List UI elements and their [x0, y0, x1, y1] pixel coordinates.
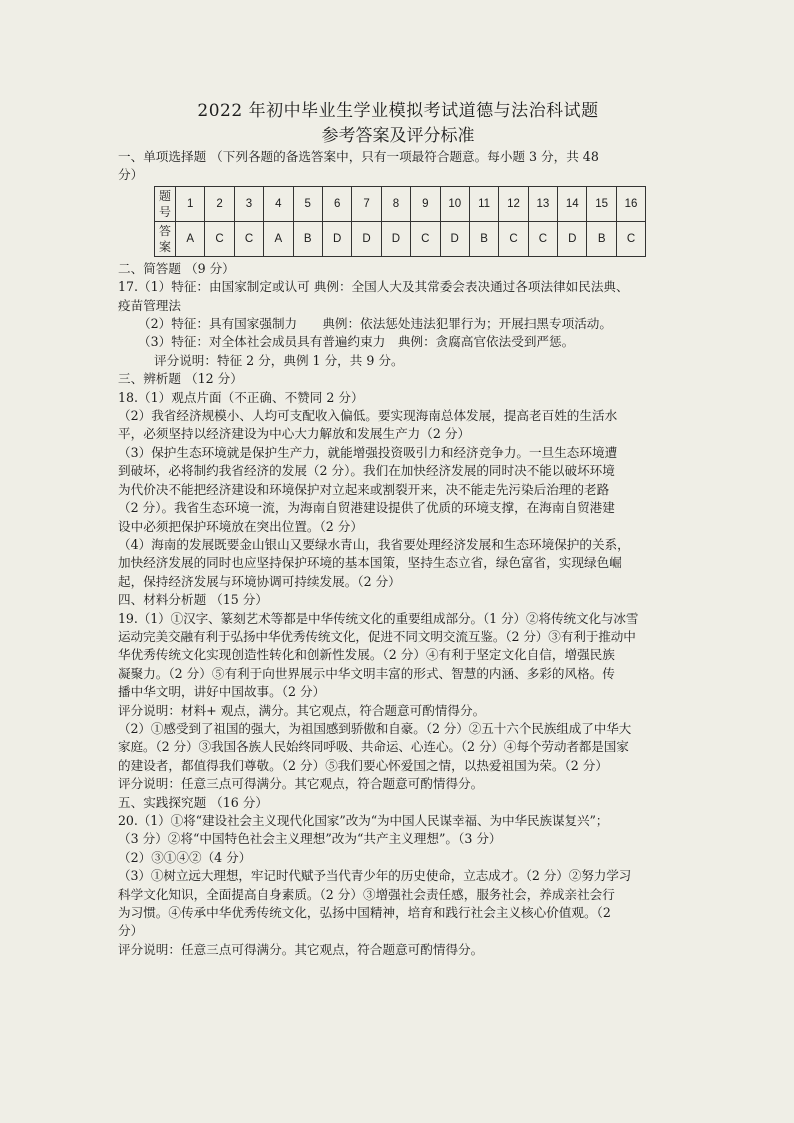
- section2-heading: 二、简答题 （9 分）: [118, 260, 235, 276]
- section3-heading: 三、辨析题 （12 分）: [118, 371, 243, 387]
- q19-line: 的建设者，都值得我们尊敬。（2 分）⑤我们要心怀爱国之情，以热爱祖国为荣。（2 分）: [118, 757, 608, 773]
- question-number-cell: 14: [558, 186, 587, 221]
- page-title: 2022 年初中毕业生学业模拟考试道德与法治科试题: [197, 101, 599, 121]
- q19-line: （2）①感受到了祖国的强大，为祖国感到骄傲和自豪。（2 分）②五十六个民族组成了中华大: [118, 720, 632, 736]
- answer-cell: B: [293, 221, 322, 256]
- q20-line: （3 分）②将“中国特色社会主义理想”改为“共产主义理想”。（3 分）: [118, 831, 502, 847]
- q18-line: （4）海南的发展既要金山银山又要绿水青山，我省要处理经济发展和生态环境保护的关系，: [118, 536, 630, 552]
- q18-line: （3）保护生态环境就是保护生产力，就能增强投资吸引力和经济竞争力。一旦生态环境遭: [118, 444, 618, 460]
- q19-line: 评分说明：任意三点可得满分。其它观点，符合题意可酌情得分。: [118, 776, 484, 792]
- q19-line: 19.（1）①汉字、篆刻艺术等都是中华传统文化的重要组成部分。（1 分）②将传统文化与冰雪: [118, 610, 639, 626]
- q20-line: （3）①树立远大理想，牢记时代赋予当代青少年的历史使命，立志成才。（2 分）②努力学习: [118, 868, 632, 884]
- q18-line: 平，必须坚持以经济建设为中心大力解放和发展生产力（2 分）: [118, 426, 471, 442]
- answer-cell: C: [616, 221, 645, 256]
- answer-cell: D: [352, 221, 381, 256]
- page-subtitle: 参考答案及评分标准: [321, 126, 475, 146]
- q18-line: （2 分）。我省生态环境一流，为海南自贸港建设提供了优质的环境支撑，在海南自贸港建: [118, 500, 615, 516]
- answer-cell: C: [411, 221, 440, 256]
- q19-line: 运动完美交融有利于弘扬中华优秀传统文化，促进不同文明交流互鉴。（2 分）③有利于推动中: [118, 628, 636, 644]
- answer-cell: A: [264, 221, 293, 256]
- answer-cell: C: [499, 221, 528, 256]
- q20-line: 科学文化知识，全面提高自身素质。（2 分）③增强社会责任感，服务社会，养成亲社会行: [118, 886, 615, 902]
- q17-scoring-note: 评分说明：特征 2 分，典例 1 分，共 9 分。: [154, 352, 404, 368]
- question-number-cell: 11: [469, 186, 498, 221]
- answer-cell: C: [205, 221, 234, 256]
- answer-cell: D: [558, 221, 587, 256]
- question-number-cell: 13: [528, 186, 557, 221]
- answer-cell: D: [440, 221, 469, 256]
- q20-line: 分）: [118, 923, 144, 939]
- question-number-cell: 8: [381, 186, 410, 221]
- question-number-cell: 9: [411, 186, 440, 221]
- answer-cell: B: [469, 221, 498, 256]
- row-label-answer: 答案: [155, 221, 176, 256]
- q17-part3: （3）特征：对全体社会成员具有普遍约束力 典例：贪腐高官依法受到严惩。: [138, 334, 575, 350]
- q19-line: 凝聚力。（2 分）⑤有利于向世界展示中华文明丰富的形式、智慧的内涵、多彩的风格。传: [118, 665, 615, 681]
- q18-line: 18.（1）观点片面（不正确、不赞同 2 分）: [118, 389, 364, 405]
- q18-line: 到破坏，必将制约我省经济的发展（2 分）。我们在加快经济发展的同时决不能以破坏环境: [118, 463, 615, 479]
- answer-cell: D: [381, 221, 410, 256]
- question-number-cell: 16: [616, 186, 645, 221]
- q18-line: 设中必须把保护环境放在突出位置。（2 分）: [118, 518, 363, 534]
- answer-cell: D: [322, 221, 351, 256]
- q17-part1-cont: 疫苗管理法: [118, 297, 181, 313]
- section1-heading: 一、单项选择题 （下列各题的备选答案中，只有一项最符合题意。每小题 3 分，共 48: [118, 149, 599, 164]
- q19-line: 播中华文明，讲好中国故事。（2 分）: [118, 684, 326, 700]
- question-number-cell: 6: [322, 186, 351, 221]
- question-number-cell: 5: [293, 186, 322, 221]
- question-number-cell: 4: [264, 186, 293, 221]
- question-number-cell: 3: [234, 186, 263, 221]
- answer-cell: C: [528, 221, 557, 256]
- question-number-cell: 7: [352, 186, 381, 221]
- question-number-cell: 1: [176, 186, 205, 221]
- q18-line: （2）我省经济规模小、人均可支配收入偏低。要实现海南总体发展，提高老百姓的生活水: [118, 408, 618, 424]
- q18-line: 为代价决不能把经济建设和环境保护对立起来或割裂开来，决不能走先污染后治理的老路: [118, 481, 610, 497]
- question-number-cell: 15: [587, 186, 616, 221]
- row-label-question-number: 题号: [155, 186, 176, 221]
- table-row: [155, 221, 646, 256]
- q20-line: （2）③①④②（4 分）: [118, 849, 252, 865]
- q19-line: 评分说明：材料+ 观点，满分。其它观点，符合题意可酌情得分。: [118, 702, 486, 718]
- q18-line: 加快经济发展的同时也应坚持保护环境的基本国策，坚持生态立省，绿色富省，实现绿色崛: [118, 555, 622, 571]
- answer-cell: C: [234, 221, 263, 256]
- q19-line: 家庭。（2 分）③我国各族人民始终同呼吸、共命运、心连心。（2 分）④每个劳动者都是国家: [118, 739, 629, 755]
- question-number-cell: 12: [499, 186, 528, 221]
- q20-line: 为习惯。④传承中华优秀传统文化，弘扬中国精神，培育和践行社会主义核心价值观。（2: [118, 905, 611, 921]
- q20-line: 评分说明：任意三点可得满分。其它观点，符合题意可酌情得分。: [118, 941, 484, 957]
- question-number-cell: 10: [440, 186, 469, 221]
- section1-heading-cont: 分）: [118, 167, 144, 183]
- q19-line: 华优秀传统文化实现创造性转化和创新性发展。（2 分）④有利于坚定文化自信，增强民族: [118, 647, 615, 663]
- q17-part2: （2）特征：具有国家强制力 典例：依法惩处违法犯罪行为；开展扫黑专项活动。: [138, 316, 612, 332]
- answer-cell: B: [587, 221, 616, 256]
- answer-cell: A: [176, 221, 205, 256]
- answer-table: [154, 186, 646, 257]
- q17-part1: 17.（1）特征：由国家制定或认可 典例：全国人大及其常委会表决通过各项法律如民法典、: [118, 279, 629, 295]
- q20-line: 20.（1）①将“建设社会主义现代化国家”改为“为中国人民谋幸福、为中华民族谋复兴”；: [118, 813, 609, 828]
- section4-heading: 四、材料分析题 （15 分）: [118, 592, 268, 608]
- q18-line: 起，保持经济发展与环境协调可持续发展。（2 分）: [118, 573, 401, 589]
- section5-heading: 五、实践探究题 （16 分）: [118, 794, 268, 810]
- question-number-cell: 2: [205, 186, 234, 221]
- table-row: [155, 186, 646, 221]
